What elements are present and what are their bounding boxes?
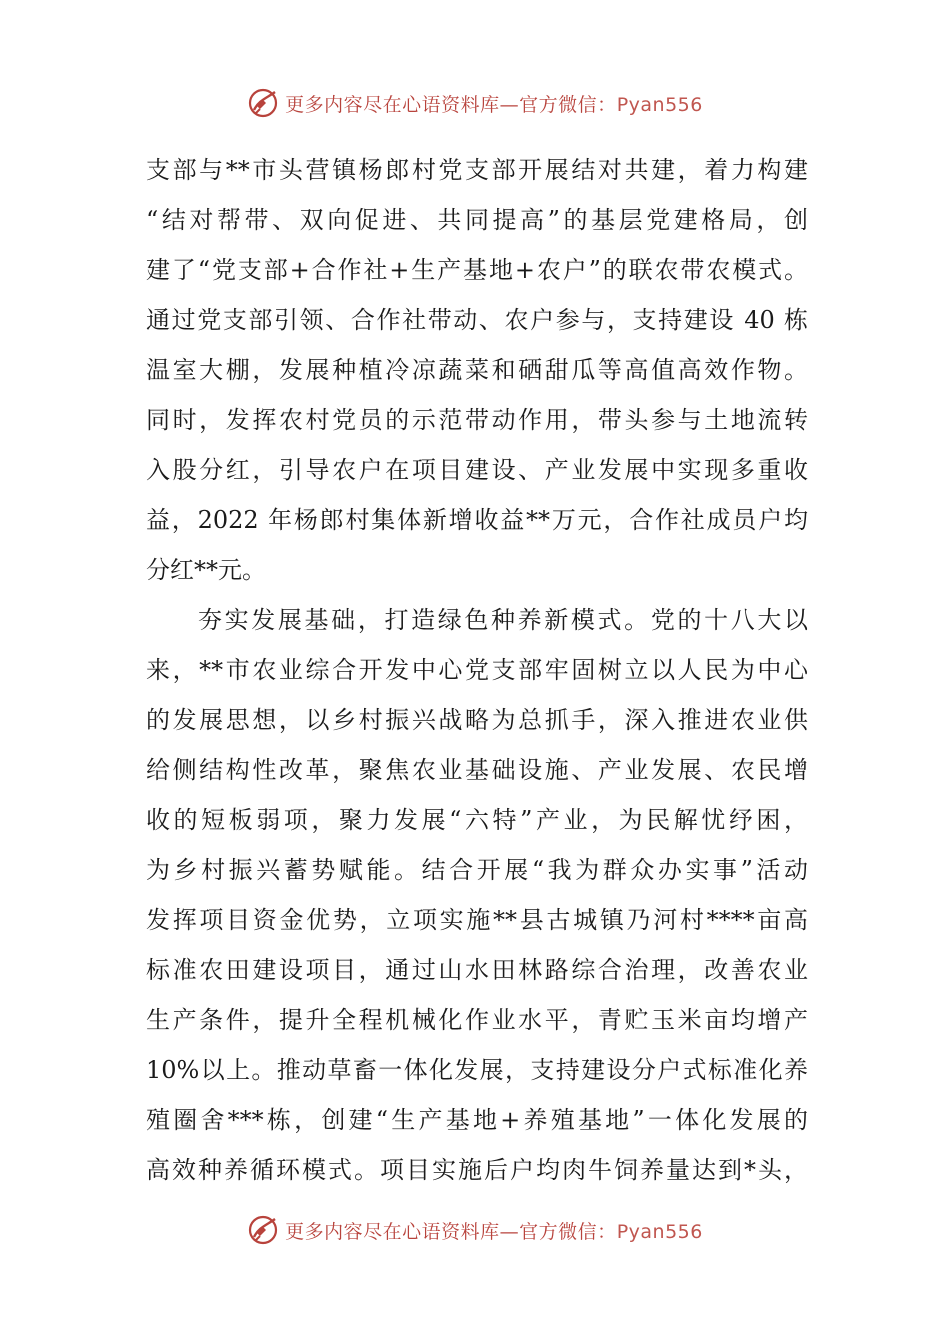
document-body bbox=[146, 145, 808, 1195]
banner-text bbox=[285, 1217, 703, 1244]
text-line: 夯实发展基础，打造绿色种养新模式。党的十八大以 bbox=[198, 606, 808, 634]
banner-dash: — bbox=[499, 93, 520, 116]
text-line: 发挥项目资金优势，立项实施**县古城镇乃河村****亩高 bbox=[146, 906, 808, 934]
banner-brand: 更多内容尽在心语资料库 bbox=[285, 1220, 500, 1243]
banner-text bbox=[285, 90, 703, 117]
banner-brand: 更多内容尽在心语资料库 bbox=[285, 93, 500, 116]
pen-swirl-logo-icon bbox=[247, 86, 281, 120]
text-line: 同时，发挥农村党员的示范带动作用，带头参与土地流转 bbox=[146, 406, 808, 434]
text-line: 支部与**市头营镇杨郎村党支部开展结对共建，着力构建 bbox=[146, 156, 808, 184]
text-line: 为乡村振兴蓄势赋能。结合开展“我为群众办实事”活动 bbox=[146, 856, 808, 884]
text-line: 来，**市农业综合开发中心党支部牢固树立以人民为中心 bbox=[146, 656, 808, 684]
text-line: 高效种养循环模式。项目实施后户均肉牛饲养量达到*头， bbox=[146, 1156, 808, 1184]
text-line: 的发展思想，以乡村振兴战略为总抓手，深入推进农业供 bbox=[146, 706, 808, 734]
banner-contact-id: Pyan556 bbox=[616, 1220, 703, 1243]
banner-contact-label: 官方微信： bbox=[519, 93, 617, 116]
paragraph-1 bbox=[146, 145, 808, 595]
text-line: 10%以上。推动草畜一体化发展，支持建设分户式标准化养 bbox=[146, 1056, 808, 1084]
footer-banner bbox=[0, 1210, 950, 1250]
text-line: 温室大棚，发展种植冷凉蔬菜和硒甜瓜等高值高效作物。 bbox=[146, 356, 808, 384]
paragraph-2 bbox=[146, 595, 808, 1195]
text-line: 给侧结构性改革，聚焦农业基础设施、产业发展、农民增 bbox=[146, 756, 808, 784]
text-line: 分红**元。 bbox=[146, 556, 266, 584]
text-line: 通过党支部引领、合作社带动、农户参与，支持建设 40 栋 bbox=[146, 306, 808, 334]
text-line: 建了“党支部+合作社+生产基地+农户”的联农带农模式。 bbox=[146, 256, 808, 284]
text-line: 生产条件，提升全程机械化作业水平，青贮玉米亩均增产 bbox=[146, 1006, 808, 1034]
text-line: 殖圈舍***栋，创建“生产基地+养殖基地”一体化发展的 bbox=[146, 1106, 808, 1134]
text-line: “结对帮带、双向促进、共同提高”的基层党建格局，创 bbox=[146, 206, 808, 234]
text-line: 标准农田建设项目，通过山水田林路综合治理，改善农业 bbox=[146, 956, 808, 984]
text-line: 收的短板弱项，聚力发展“六特”产业，为民解忧纾困， bbox=[146, 806, 808, 834]
banner-dash: — bbox=[499, 1220, 520, 1243]
text-line: 入股分红，引导农户在项目建设、产业发展中实现多重收 bbox=[146, 456, 808, 484]
header-banner bbox=[0, 83, 950, 123]
text-line: 益，2022 年杨郎村集体新增收益**万元，合作社成员户均 bbox=[146, 506, 808, 534]
banner-contact-label: 官方微信： bbox=[519, 1220, 617, 1243]
banner-contact-id: Pyan556 bbox=[616, 93, 703, 116]
pen-swirl-logo-icon bbox=[247, 1213, 281, 1247]
